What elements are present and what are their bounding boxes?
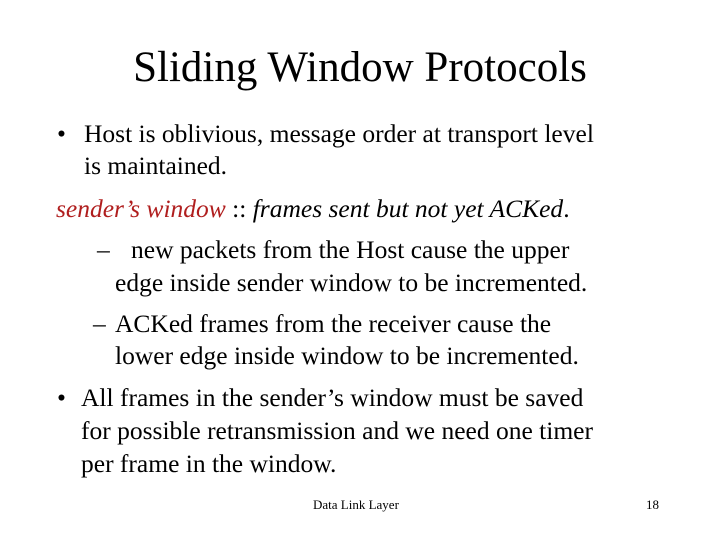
bullet-marker: • bbox=[57, 119, 66, 148]
definition-line bbox=[56, 193, 570, 225]
definition-description: frames sent but not yet ACKed bbox=[252, 194, 564, 223]
bullet-2-line-1: All frames in the sender’s window must be saved bbox=[81, 383, 584, 412]
sub-bullet-2-line-2: lower edge inside window to be incremented. bbox=[115, 341, 579, 370]
definition-term: sender’s window bbox=[56, 194, 226, 223]
definition-period: . bbox=[563, 194, 570, 223]
bullet-2-line-2: for possible retransmission and we need one timer bbox=[81, 416, 593, 445]
bullet-1-line-2: is maintained. bbox=[84, 151, 228, 180]
bullet-marker: • bbox=[57, 383, 66, 412]
sub-bullet-2-line-1: ACKed frames from the receiver cause the bbox=[115, 309, 552, 338]
definition-separator: :: bbox=[225, 194, 253, 223]
bullet-1-line-1: Host is oblivious, message order at transport level bbox=[84, 119, 594, 148]
bullet-2-line-3: per frame in the window. bbox=[81, 449, 337, 478]
slide-title: Sliding Window Protocols bbox=[133, 44, 587, 91]
sub-bullet-marker: – bbox=[97, 235, 110, 264]
sub-bullet-1-line-1: new packets from the Host cause the upper bbox=[131, 235, 570, 264]
sub-bullet-marker: – bbox=[93, 309, 106, 338]
sub-bullet-1-line-2: edge inside sender window to be incremented. bbox=[115, 268, 588, 297]
page-number: 18 bbox=[646, 497, 659, 512]
footer-title: Data Link Layer bbox=[313, 497, 399, 512]
